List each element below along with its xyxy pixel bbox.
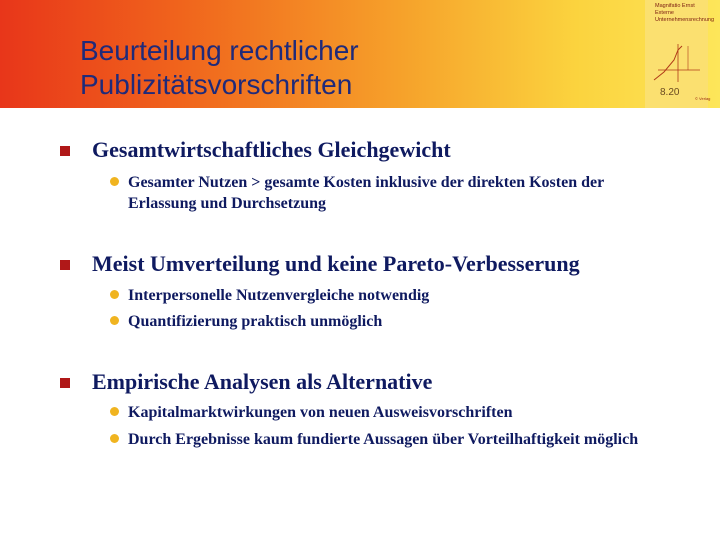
slide-title xyxy=(80,34,359,102)
bullet-2-text: Meist Umverteilung und keine Pareto-Verbesserung xyxy=(92,251,580,276)
square-bullet-icon xyxy=(60,146,70,156)
bullet-2-sub-1-text: Interpersonelle Nutzenvergleiche notwendig xyxy=(128,287,430,304)
bullet-3-sub-1-text: Kapitalmarktwirkungen von neuen Ausweisvorschriften xyxy=(128,404,513,421)
dot-bullet-icon xyxy=(110,290,119,299)
bullet-2-sub-2 xyxy=(110,311,648,332)
bullet-2-sub-2-text: Quantifizierung praktisch unmöglich xyxy=(128,313,383,330)
bullet-3-text: Empirische Analysen als Alternative xyxy=(92,369,433,394)
logo-title-2: Unternehmensrechnung xyxy=(655,17,715,23)
bullet-1-text: Gesamtwirtschaftliches Gleichgewicht xyxy=(92,137,451,162)
logo-text xyxy=(655,3,715,24)
slide-number: 8.20 xyxy=(660,87,680,98)
dot-bullet-icon xyxy=(110,407,119,416)
bullet-3-sub-1 xyxy=(110,402,648,423)
bullet-3 xyxy=(60,369,432,395)
bullet-1 xyxy=(60,137,451,163)
dot-bullet-icon xyxy=(110,316,119,325)
dot-bullet-icon xyxy=(110,177,119,186)
bullet-3-sub-2-text: Durch Ergebnisse kaum fundierte Aussagen über Vorteilhaftigkeit möglich xyxy=(128,431,639,448)
dot-bullet-icon xyxy=(110,434,119,443)
logo-chart-icon xyxy=(648,40,706,86)
bullet-3-sub-2 xyxy=(110,429,648,450)
slide-title-line-1: Beurteilung rechtlicher xyxy=(80,35,359,66)
square-bullet-icon xyxy=(60,260,70,270)
bullet-2-sub-1 xyxy=(110,285,648,306)
bullet-1-sub-1-text: Gesamter Nutzen > gesamte Kosten inklusive der direkten Kosten der Erlassung und Durchsetzung xyxy=(128,174,604,212)
corner-mark: © Verlag xyxy=(695,96,711,101)
bullet-1-sub-1 xyxy=(110,172,648,214)
slide-title-line-2: Publizitätsvorschriften xyxy=(80,69,353,100)
logo-author: Magnifatio Ernst xyxy=(655,3,695,9)
logo-title-1: Externe xyxy=(655,10,674,16)
square-bullet-icon xyxy=(60,378,70,388)
bullet-2 xyxy=(60,251,580,277)
